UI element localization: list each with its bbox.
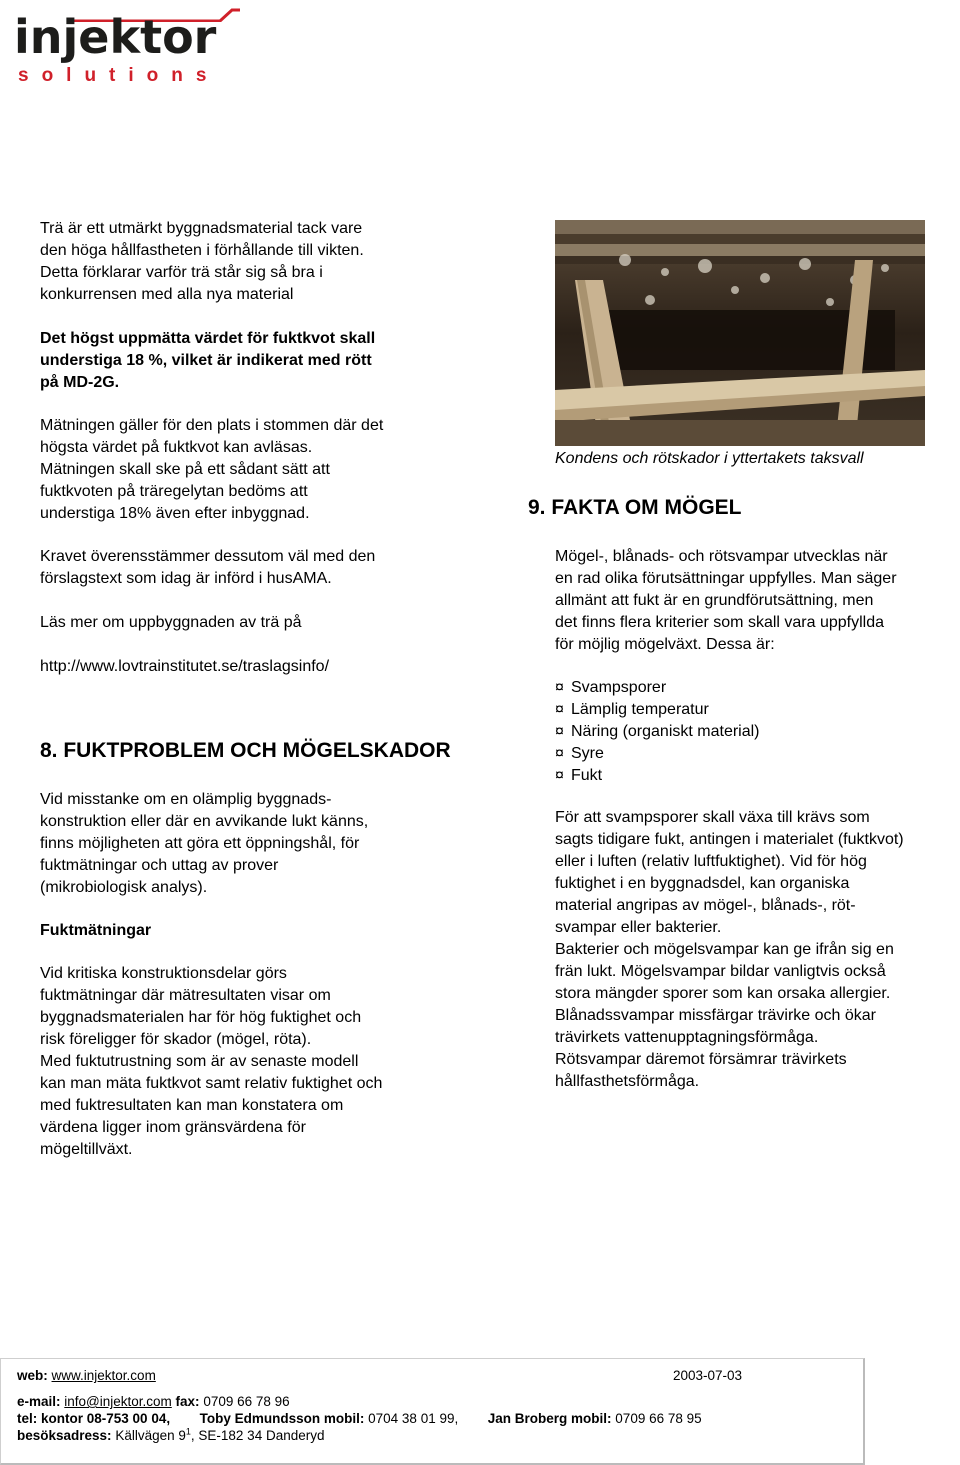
list-item: ¤ Näring (organiskt material) <box>555 721 960 743</box>
read-more-text: Läs mer om uppbyggnaden av trä på <box>40 614 302 631</box>
mold-criteria-list <box>555 677 960 787</box>
logo-wordmark: injektor <box>14 10 217 64</box>
photo-caption: Kondens och rötskador i yttertakets taksvall <box>555 450 864 467</box>
footer-web-row: web: www.injektor.com <box>17 1368 156 1383</box>
list-item: ¤ Svampsporer <box>555 677 960 699</box>
intro-paragraph: Trä är ett utmärkt byggnadsmaterial tack vare den höga hållfastheten i förhållande till vikten. Detta förklarar varför trä står sig så bra i konkurrensen med alla nya material <box>40 220 364 303</box>
critical-parts-paragraph: Vid kritiska konstruktionsdelar görs fuktmätningar där mätresultaten visar om byggnadsmaterialen har för hög fuktighet och risk föreligger för skador (mögel, röta). Med fuktutrustning som är av senaste modell kan man mäta fuktkvot samt relativ fuktighet och med fuktresultaten kan man konstatera om värdena ligger inom gränsvärdena för mögeltillväxt. <box>40 965 383 1158</box>
currency-sign-icon: ¤ <box>555 679 564 696</box>
footer-address-row: besöksadress: Källvägen $9^1$, SE-182 34 Danderyd <box>17 1426 325 1443</box>
currency-sign-icon: ¤ <box>555 701 564 718</box>
roof-damage-illustration <box>555 220 925 446</box>
spore-growth-paragraph: För att svampsporer skall växa till krävs som sagts tidigare fukt, antingen i materialet (fuktkvot) eller i luften (relativ luftfuktighet). Vid för hög fuktighet i en byggnadsdel, kan organiska material angripas av mögel-, blånads-, röt- svampar eller bakterier. Bakterier och mögelsvampar kan ge ifrån sig en frän lukt. Mögelsvampar bildar vanligtvis också stora mängder sporer som kan orsaka allergier. Blånadssvampar missfärgar trävirke och ökar trävirkets vattenupptagningsförmåga. Rötsvampar däremot försämrar trävirkets hållfasthetsförmåga. <box>555 809 904 1090</box>
suspicion-paragraph: Vid misstanke om en olämplig byggnads- konstruktion eller där en avvikande lukt känns, finns möjligheten att göra ett öppningshål, för fuktmätningar och uttag av prover (mikrobiologisk analys). <box>40 791 369 896</box>
logo-subtitle: solutions <box>18 65 220 86</box>
roof-damage-photo <box>555 220 925 446</box>
currency-sign-icon: ¤ <box>555 767 564 784</box>
list-item: ¤ Fukt <box>555 765 960 787</box>
list-item: ¤ Syre <box>555 743 960 765</box>
section-9-heading: 9. FAKTA OM MÖGEL <box>528 496 742 519</box>
moisture-limit-paragraph: Det högst uppmätta värdet för fuktkvot skall understiga 18 %, vilket är indikerat med rött på MD-2G. <box>40 330 376 391</box>
traslagsinfo-link[interactable]: http://www.lovtrainstitutet.se/traslagsinfo/ <box>40 658 330 675</box>
mold-intro-paragraph: Mögel-, blånads- och rötsvampar utvecklas när en rad olika förutsättningar uppfylles. Man säger allmänt att fukt är en grundförutsättning, men det finns flera kriterier som skall vara uppfyllda för möjlig mögelväxt. Dessa är: <box>555 548 897 653</box>
currency-sign-icon: ¤ <box>555 723 564 740</box>
list-item: ¤ Lämplig temperatur <box>555 699 960 721</box>
fuktmatningar-subheading: Fuktmätningar <box>40 922 152 939</box>
currency-sign-icon: ¤ <box>555 745 564 762</box>
contact-footer <box>0 1358 865 1465</box>
measurement-paragraph: Mätningen gäller för den plats i stommen där det högsta värdet på fuktkvot kan avläsas. Mätningen skall ske på ett sådant sätt att fuktkvoten på träregelytan bedöms att understiga 18% även efter inbyggnad. <box>40 417 384 522</box>
footer-phone-row: tel: kontor 08-753 00 04, Toby Edmundsson mobil: 0704 38 01 99, Jan Broberg mobil: 0709 66 78 95 <box>17 1411 702 1426</box>
husama-paragraph: Kravet överensstämmer dessutom väl med den förslagstext som idag är införd i husAMA. <box>40 548 376 587</box>
footer-email-row: e-mail: info@injektor.com fax: 0709 66 78 96 <box>17 1394 290 1409</box>
email-link[interactable]: info@injektor.com <box>64 1394 172 1409</box>
footer-contact-rows <box>17 1393 702 1444</box>
injektor-logo <box>14 6 234 86</box>
section-8-heading: 8. FUKTPROBLEM OCH MÖGELSKADOR <box>40 739 451 762</box>
document-date: 2003-07-03 <box>673 1368 743 1383</box>
website-link[interactable]: www.injektor.com <box>51 1368 156 1383</box>
